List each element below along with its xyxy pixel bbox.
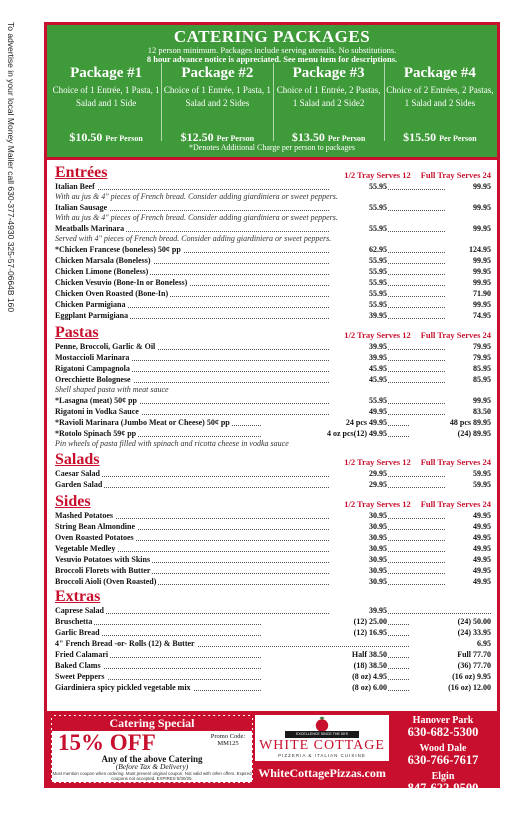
full-tray-price: 85.95 bbox=[445, 363, 491, 374]
menu-item bbox=[55, 417, 491, 428]
half-tray-price: 45.95 bbox=[329, 363, 387, 374]
menu-item bbox=[55, 627, 491, 638]
full-tray-price: 49.95 bbox=[445, 510, 491, 521]
menu-item bbox=[55, 554, 491, 565]
footer-band bbox=[47, 711, 497, 795]
section-header bbox=[55, 165, 491, 181]
promo-code-value: MM125 bbox=[217, 740, 239, 747]
location-phone[interactable]: 630-766-7617 bbox=[407, 753, 479, 767]
white-cottage-logo bbox=[255, 715, 389, 761]
half-tray-price: 30.95 bbox=[329, 510, 387, 521]
item-name: Rigatoni Campagnola bbox=[55, 364, 130, 373]
half-tray-price: 55.95 bbox=[329, 299, 387, 310]
full-tray-price: 59.95 bbox=[445, 479, 491, 490]
half-tray-price: 55.95 bbox=[329, 266, 387, 277]
special-heading: Catering Special bbox=[52, 716, 252, 731]
menu-item bbox=[55, 341, 491, 352]
menu-item bbox=[55, 310, 491, 321]
item-name: Garlic Bread bbox=[55, 628, 100, 637]
menu-item bbox=[55, 532, 491, 543]
menu-item bbox=[55, 479, 491, 490]
item-name: Chicken Oven Roasted (Bone-In) bbox=[55, 289, 169, 298]
half-tray-label: 1/2 Tray Serves 12 bbox=[344, 170, 411, 180]
item-description: Served with 4" pieces of French bread. Consider adding giardiniera or sweet peppers. bbox=[55, 234, 332, 243]
menu-item bbox=[55, 671, 491, 682]
catering-packages-band bbox=[47, 25, 497, 160]
package-price-value: $10.50 bbox=[69, 130, 103, 144]
package-description: Choice of 1 Entrée, 1 Pasta, 1 Salad and 2 Sides bbox=[163, 85, 271, 108]
location-phone[interactable]: 630-682-5300 bbox=[407, 725, 479, 739]
website-link[interactable]: WhiteCottagePizzas.com bbox=[258, 766, 386, 780]
item-name: *Lasagna (meat) 50¢ pp bbox=[55, 396, 138, 405]
item-name: *Chicken Francese (boneless) 50¢ pp bbox=[55, 245, 181, 254]
tray-size-columns bbox=[334, 330, 491, 340]
full-tray-price: 79.95 bbox=[445, 352, 491, 363]
full-tray-price: 83.50 bbox=[445, 406, 491, 417]
item-name: Chicken Limone (Boneless) bbox=[55, 267, 149, 276]
package-name: Package #1 bbox=[70, 65, 143, 81]
catering-sub-line-1: 12 person minimum. Packages include serving utensils. No substitutions. bbox=[147, 45, 397, 55]
locations-list bbox=[391, 715, 495, 799]
half-tray-price: 55.95 bbox=[329, 288, 387, 299]
full-tray-price: 6.95 bbox=[409, 638, 491, 649]
package-description: Choice of 1 Entrée, 2 Pastas, 1 Salad and 2 Side2 bbox=[276, 85, 381, 108]
menu-item bbox=[55, 255, 491, 266]
package-price-value: $12.50 bbox=[180, 130, 214, 144]
section-header bbox=[55, 589, 491, 605]
half-tray-price: 4 oz pcs(12) 49.95 bbox=[261, 428, 387, 439]
package-price-value: $13.50 bbox=[291, 130, 325, 144]
half-tray-price: 39.95 bbox=[329, 341, 387, 352]
half-tray-price: Half 38.50 bbox=[261, 649, 387, 660]
full-tray-price: (36) 77.70 bbox=[409, 660, 491, 671]
full-tray-price: 99.95 bbox=[445, 299, 491, 310]
full-tray-price: 99.95 bbox=[445, 277, 491, 288]
menu-item bbox=[55, 288, 491, 299]
full-tray-price: 99.95 bbox=[445, 223, 491, 234]
full-tray-price: 99.95 bbox=[445, 395, 491, 406]
full-tray-price: 48 pcs 89.95 bbox=[409, 417, 491, 428]
half-tray-price: 30.95 bbox=[329, 554, 387, 565]
item-name: Broccoli Florets with Butter bbox=[55, 566, 151, 575]
leader-dots bbox=[55, 487, 491, 488]
location-name: Wood Dale bbox=[419, 743, 467, 754]
item-name: Eggplant Parmigiana bbox=[55, 311, 129, 320]
item-name: Bruschetta bbox=[55, 617, 93, 626]
section-header bbox=[55, 452, 491, 468]
menu-item bbox=[55, 266, 491, 277]
half-tray-price: 49.95 bbox=[329, 406, 387, 417]
denotes-note: *Denotes Additional Charge per person to packages bbox=[188, 143, 356, 152]
promo-code bbox=[208, 733, 248, 747]
full-tray-price: 99.95 bbox=[445, 202, 491, 213]
package-price-value: $15.50 bbox=[403, 130, 437, 144]
menu-section-salads bbox=[55, 452, 491, 490]
menu-item bbox=[55, 352, 491, 363]
section-header bbox=[55, 325, 491, 341]
special-tax-note: (Before Tax & Delivery) bbox=[115, 762, 189, 771]
menu-item bbox=[55, 244, 491, 255]
logo-banner: EXCELLENCE SINCE THE 50'S bbox=[285, 731, 359, 738]
item-name: Sweet Peppers bbox=[55, 672, 105, 681]
catering-special-coupon[interactable] bbox=[51, 715, 253, 783]
menu-item bbox=[55, 510, 491, 521]
full-tray-price: 85.95 bbox=[445, 374, 491, 385]
package-price-unit: Per Person bbox=[216, 134, 255, 143]
leader-dots bbox=[55, 210, 491, 211]
half-tray-price: 39.95 bbox=[329, 605, 387, 616]
menu-item bbox=[55, 299, 491, 310]
menu-item bbox=[55, 223, 491, 234]
tray-size-columns bbox=[334, 457, 491, 467]
item-name: Vesuvio Potatoes with Skins bbox=[55, 555, 151, 564]
full-tray-price: (24) 89.95 bbox=[409, 428, 491, 439]
full-tray-price: 124.95 bbox=[445, 244, 491, 255]
item-name: 4" French Bread -or- Rolls (12) & Butter bbox=[55, 639, 195, 648]
package-card bbox=[51, 63, 162, 144]
full-tray-price: 49.95 bbox=[445, 521, 491, 532]
half-tray-price: 55.95 bbox=[329, 223, 387, 234]
half-tray-label: 1/2 Tray Serves 12 bbox=[344, 499, 411, 509]
coupon-fine-print: Must mention coupon when ordering. Must present original coupon. Not valid with other offers. Expired coupons not accepted. EXPIRES 9/30/25. bbox=[52, 771, 252, 781]
package-description: Choice of 2 Entrées, 2 Pastas, 1 Salad and 2 Sides bbox=[386, 85, 494, 108]
menu-item bbox=[55, 638, 491, 649]
item-name: Orecchiette Bolognese bbox=[55, 375, 131, 384]
location-phone[interactable]: 847-622-9500 bbox=[407, 781, 479, 795]
half-tray-price: 55.95 bbox=[329, 277, 387, 288]
item-name: Meatballs Marinara bbox=[55, 224, 125, 233]
catering-title: CATERING PACKAGES bbox=[173, 27, 371, 46]
item-name: Chicken Marsala (Boneless) bbox=[55, 256, 151, 265]
item-description: Shell shaped pasta with meat sauce bbox=[55, 385, 169, 394]
side-ad-text: To advertise in your local Money Mailer call 630-377-4930 325-57-0664B 160 bbox=[6, 22, 16, 313]
item-name: String Bean Almondine bbox=[55, 522, 136, 531]
item-name: Chicken Parmigiana bbox=[55, 300, 126, 309]
half-tray-price: 55.95 bbox=[329, 181, 387, 192]
package-name: Package #4 bbox=[403, 65, 476, 81]
package-card bbox=[162, 63, 273, 144]
package-card bbox=[274, 63, 385, 144]
location-name: Elgin bbox=[431, 771, 455, 782]
half-tray-price: 55.95 bbox=[329, 395, 387, 406]
item-name: Rigatoni in Vodka Sauce bbox=[55, 407, 139, 416]
package-name: Package #2 bbox=[181, 65, 254, 81]
menu-item bbox=[55, 565, 491, 576]
section-header bbox=[55, 494, 491, 510]
package-price-unit: Per Person bbox=[439, 134, 477, 143]
menu-item bbox=[55, 649, 491, 660]
location bbox=[391, 771, 495, 795]
item-name: Mashed Potatoes bbox=[55, 511, 113, 520]
half-tray-price: (8 oz) 4.95 bbox=[261, 671, 387, 682]
full-tray-price: (16 oz) 12.00 bbox=[409, 682, 491, 693]
half-tray-price: 62.95 bbox=[329, 244, 387, 255]
tray-size-columns bbox=[334, 170, 491, 180]
section-title: Salads bbox=[55, 451, 100, 468]
menu-section-entrees bbox=[55, 165, 491, 321]
full-tray-price: 49.95 bbox=[445, 554, 491, 565]
menu-section-sides bbox=[55, 494, 491, 587]
tomato-icon bbox=[313, 716, 331, 732]
catering-menu-frame bbox=[44, 22, 500, 795]
full-tray-price: 99.95 bbox=[445, 266, 491, 277]
half-tray-price: 30.95 bbox=[329, 532, 387, 543]
menu-section-extras bbox=[55, 589, 491, 693]
menu-item bbox=[55, 277, 491, 288]
half-tray-label: 1/2 Tray Serves 12 bbox=[344, 330, 411, 340]
menu-item bbox=[55, 363, 491, 374]
full-tray-price: 49.95 bbox=[445, 576, 491, 587]
section-title: Entrées bbox=[55, 164, 108, 181]
menu-item bbox=[55, 468, 491, 479]
full-tray-price: 49.95 bbox=[445, 565, 491, 576]
discount-amount: 15% OFF bbox=[58, 730, 156, 755]
full-tray-price: (16 oz) 9.95 bbox=[409, 671, 491, 682]
full-tray-label: Full Tray Serves 24 bbox=[420, 330, 491, 340]
full-tray-price: 49.95 bbox=[445, 532, 491, 543]
package-description: Choice of 1 Entrée, 1 Pasta, 1 Salad and 1 Side bbox=[52, 85, 160, 108]
section-title: Pastas bbox=[55, 324, 99, 341]
half-tray-label: 1/2 Tray Serves 12 bbox=[344, 457, 411, 467]
section-title: Sides bbox=[55, 493, 91, 510]
leader-dots bbox=[55, 476, 491, 477]
side-advertising-note bbox=[2, 22, 18, 313]
catering-subtitle bbox=[47, 46, 497, 64]
location bbox=[391, 743, 495, 767]
leader-dots bbox=[55, 518, 491, 519]
menu-item bbox=[55, 576, 491, 587]
item-name: *Ravioli Marinara (Jumbo Meat or Cheese) 50¢ pp bbox=[55, 418, 230, 427]
section-title: Extras bbox=[55, 588, 101, 605]
full-tray-label: Full Tray Serves 24 bbox=[420, 457, 491, 467]
menu-item bbox=[55, 181, 491, 192]
menu-item bbox=[55, 428, 491, 439]
menu-item bbox=[55, 202, 491, 213]
full-tray-price: 59.95 bbox=[445, 468, 491, 479]
menu-item bbox=[55, 395, 491, 406]
location-name: Hanover Park bbox=[412, 715, 474, 726]
full-tray-price: 79.95 bbox=[445, 341, 491, 352]
special-scope: Any of the above Catering bbox=[101, 754, 203, 764]
package-name: Package #3 bbox=[292, 65, 365, 81]
item-name: Mostaccioli Marinara bbox=[55, 353, 130, 362]
package-price-unit: Per Person bbox=[327, 134, 366, 143]
half-tray-price: (8 oz) 6.00 bbox=[261, 682, 387, 693]
half-tray-price: 30.95 bbox=[329, 543, 387, 554]
half-tray-price: 24 pcs 49.95 bbox=[261, 417, 387, 428]
package-price-unit: Per Person bbox=[105, 134, 143, 143]
item-description: With au jus & 4" pieces of French bread. Consider adding giardiniera or sweet peppers. bbox=[55, 192, 338, 201]
menu-item bbox=[55, 543, 491, 554]
half-tray-price: 39.95 bbox=[329, 310, 387, 321]
item-name: Broccoli Aioli (Oven Roasted) bbox=[55, 577, 157, 586]
item-name: Penne, Broccoli, Garlic & Oil bbox=[55, 342, 156, 351]
half-tray-price: 30.95 bbox=[329, 576, 387, 587]
half-tray-price: 45.95 bbox=[329, 374, 387, 385]
item-name: Italian Beef bbox=[55, 182, 95, 191]
menu-item bbox=[55, 682, 491, 693]
menu-item bbox=[55, 616, 491, 627]
item-name: Chicken Vesuvio (Bone-In or Boneless) bbox=[55, 278, 188, 287]
full-tray-price: (24) 50.00 bbox=[409, 616, 491, 627]
catering-sub-line-2: 8 hour advance notice is appreciated. See menu item for descriptions. bbox=[146, 54, 398, 64]
leader-dots bbox=[55, 189, 491, 190]
full-tray-label: Full Tray Serves 24 bbox=[420, 499, 491, 509]
item-name: Garden Salad bbox=[55, 480, 103, 489]
full-tray-price: 71.90 bbox=[445, 288, 491, 299]
full-tray-price: 99.95 bbox=[445, 255, 491, 266]
menu-item bbox=[55, 406, 491, 417]
half-tray-price: 30.95 bbox=[329, 565, 387, 576]
full-tray-label: Full Tray Serves 24 bbox=[420, 170, 491, 180]
full-tray-price: Full 77.70 bbox=[409, 649, 491, 660]
leader-dots bbox=[55, 613, 491, 614]
menu-section-pastas bbox=[55, 325, 491, 449]
half-tray-price: (12) 16.95 bbox=[261, 627, 387, 638]
leader-dots bbox=[55, 551, 491, 552]
item-name: Fried Calamari bbox=[55, 650, 109, 659]
half-tray-price: 55.95 bbox=[329, 255, 387, 266]
package-card bbox=[385, 63, 495, 144]
item-description: Pin wheels of pasta filled with spinach and ricotta cheese in vodka sauce bbox=[55, 439, 289, 448]
logo-name: WHITE COTTAGE bbox=[259, 738, 385, 753]
full-tray-price: 74.95 bbox=[445, 310, 491, 321]
item-name: *Rotolo Spinach 59¢ pp bbox=[55, 429, 137, 438]
menu-item bbox=[55, 521, 491, 532]
item-name: Italian Sausage bbox=[55, 203, 108, 212]
half-tray-price: (12) 25.00 bbox=[261, 616, 387, 627]
item-name: Baked Clams bbox=[55, 661, 101, 670]
menu-item bbox=[55, 660, 491, 671]
item-name: Caprese Salad bbox=[55, 606, 104, 615]
full-tray-price: 99.95 bbox=[445, 181, 491, 192]
location bbox=[391, 715, 495, 739]
item-description: With au jus & 4" pieces of French bread. Consider adding giardiniera or sweet peppers. bbox=[55, 213, 338, 222]
promo-label: Promo Code: bbox=[210, 733, 246, 740]
item-name: Vegetable Medley bbox=[55, 544, 116, 553]
package-list bbox=[51, 63, 495, 144]
half-tray-price: (18) 38.50 bbox=[261, 660, 387, 671]
tray-size-columns bbox=[334, 499, 491, 509]
menu-item bbox=[55, 374, 491, 385]
full-tray-price: 49.95 bbox=[445, 543, 491, 554]
logo-tagline: PIZZERIA & ITALIAN CUISINE bbox=[278, 753, 366, 758]
item-name: Oven Roasted Potatoes bbox=[55, 533, 134, 542]
full-tray-price: (24) 33.95 bbox=[409, 627, 491, 638]
menu-item bbox=[55, 605, 491, 616]
half-tray-price: 55.95 bbox=[329, 202, 387, 213]
half-tray-price: 39.95 bbox=[329, 352, 387, 363]
half-tray-price: 29.95 bbox=[329, 468, 387, 479]
item-name: Caesar Salad bbox=[55, 469, 100, 478]
half-tray-price: 29.95 bbox=[329, 479, 387, 490]
item-name: Giardiniera spicy pickled vegetable mix bbox=[55, 683, 191, 692]
half-tray-price: 30.95 bbox=[329, 521, 387, 532]
